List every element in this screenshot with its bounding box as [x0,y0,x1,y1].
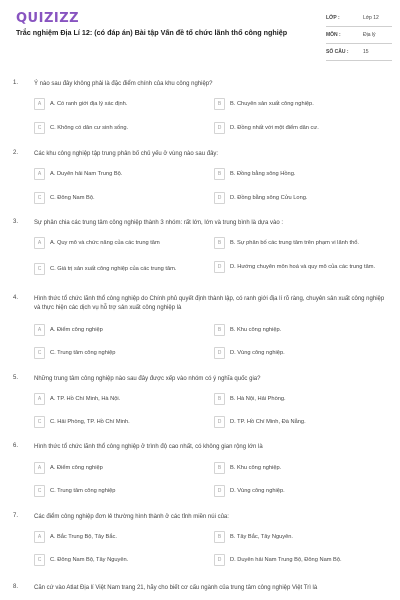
question-number: 4. [13,295,19,301]
option-c[interactable] [34,192,202,206]
option-text: B. Chuyên sản xuất công nghiệp. [230,101,314,107]
option-text: A. Điểm công nghiệp [50,327,103,333]
option-a[interactable] [34,237,202,251]
option-text: B. Hà Nội, Hải Phòng. [230,396,286,402]
option-text: C. Đông Nam Bộ. [50,195,95,201]
option-text: A. Bắc Trung Bộ, Tây Bắc. [50,534,117,540]
option-a[interactable] [34,393,202,407]
option-b[interactable] [214,168,382,182]
option-text: B. Khu công nghiệp. [230,327,282,333]
option-letter-box: B [214,531,225,543]
option-text: D. Vùng công nghiệp. [230,350,285,356]
question-number: 3. [13,219,19,225]
option-letter-box: D [214,485,225,497]
option-text: A. Có ranh giới địa lý xác định. [50,101,128,107]
question-number: 5. [13,375,19,381]
option-text: B. Tây Bắc, Tây Nguyên. [230,534,294,540]
option-letter-box: D [214,347,225,359]
option-d[interactable] [214,261,382,275]
question-text: Các khu công nghiệp tập trung phân bố chủ yếu ở vùng nào sau đây: [34,151,219,157]
meta-value: Địa lý [363,32,376,38]
option-letter-box: A [34,462,45,474]
option-text: B. Đồng bằng sông Hồng. [230,171,296,177]
option-b[interactable] [214,393,382,407]
option-letter-box: D [214,192,225,204]
question-number: 2. [13,150,19,156]
option-letter-box: C [34,347,45,359]
option-letter-box: C [34,416,45,428]
option-b[interactable] [214,98,382,112]
question-text: Hình thức tổ chức lãnh thổ công nghiệp ở trình độ cao nhất, có không gian rộng lớn là [34,444,263,450]
option-b[interactable] [214,237,382,251]
option-text: C. Trung tâm công nghiệp [50,350,116,356]
question-text: Hình thức tổ chức lãnh thổ công nghiệp do Chính phủ quyết định thành lập, có ranh giới địa lí rõ ràng, chuyên sản xuất công nghiệp và thực hiện các dịch vụ hỗ trợ sản xuất công nghiệp là [34,296,385,311]
option-text: C. Giá trị sản xuất công nghiệp của các trung tâm. [50,266,177,272]
option-a[interactable] [34,531,202,545]
option-text: C. Đông Nam Bộ, Tây Nguyên. [50,557,129,563]
option-d[interactable] [214,554,382,568]
option-letter-box: D [214,261,225,273]
option-letter-box: B [214,324,225,336]
option-text: C. Không có dân cư sinh sống. [50,125,129,131]
option-letter-box: A [34,237,45,249]
option-c[interactable] [34,347,202,361]
option-letter-box: D [214,554,225,566]
option-letter-box: A [34,324,45,336]
option-letter-box: A [34,98,45,110]
question-text: Căn cứ vào Atlat Địa lí Việt Nam trang 21, hãy cho biết cơ cấu ngành của trung tâm công nghiệp Việt Trì là [34,585,318,591]
option-a[interactable] [34,462,202,476]
option-letter-box: C [34,192,45,204]
question-number: 7. [13,513,19,519]
option-d[interactable] [214,192,382,206]
option-a[interactable] [34,168,202,182]
option-c[interactable] [34,554,202,568]
option-c[interactable] [34,122,202,136]
option-text: D. Vùng công nghiệp. [230,488,285,494]
option-d[interactable] [214,485,382,499]
option-letter-box: B [214,98,225,110]
worksheet-title: Trắc nghiệm Địa Lí 12: (có đáp án) Bài tập Vấn đề tổ chức lãnh thổ công nghiệp [16,28,288,37]
option-letter-box: B [214,168,225,180]
option-text: D. Đồng bằng sông Cửu Long. [230,195,308,201]
question-number: 6. [13,443,19,449]
question-number: 1. [13,80,19,86]
option-text: A. TP. Hồ Chí Minh, Hà Nội. [50,396,121,402]
option-a[interactable] [34,98,202,112]
option-text: A. Điểm công nghiệp [50,465,103,471]
option-text: D. Duyên hải Nam Trung Bộ, Đông Nam Bộ. [230,557,342,563]
option-d[interactable] [214,347,382,361]
option-letter-box: C [34,122,45,134]
option-text: A. Quy mô và chức năng của các trung tâm [50,240,160,246]
option-letter-box: D [214,122,225,134]
option-letter-box: D [214,416,225,428]
option-b[interactable] [214,324,382,338]
option-letter-box: B [214,237,225,249]
option-a[interactable] [34,324,202,338]
option-letter-box: B [214,393,225,405]
option-c[interactable] [34,263,202,277]
option-text: A. Duyên hải Nam Trung Bộ. [50,171,123,177]
option-d[interactable] [214,416,382,430]
option-letter-box: C [34,263,45,275]
option-text: C. Trung tâm công nghiệp [50,488,116,494]
option-b[interactable] [214,531,382,545]
meta-label: LỚP : [326,15,340,21]
option-d[interactable] [214,122,382,136]
option-text: B. Khu công nghiệp. [230,465,282,471]
option-text: B. Sự phân bố các trung tâm trên phạm vi lãnh thổ. [230,240,360,246]
meta-value: Lớp 12 [363,15,379,21]
question-text: Các điểm công nghiệp đơn lẻ thường hình thành ở các tỉnh miền núi của: [34,514,229,520]
meta-value: 15 [363,49,369,55]
question-number: 8. [13,584,19,590]
option-text: D. TP. Hồ Chí Minh, Đà Nẵng. [230,419,306,425]
option-letter-box: A [34,393,45,405]
option-c[interactable] [34,416,202,430]
option-letter-box: C [34,485,45,497]
option-text: D. Đồng nhất với một điểm dân cư. [230,125,319,131]
meta-label: MÔN : [326,32,341,38]
question-text: Những trung tâm công nghiệp nào sau đây được xếp vào nhóm có ý nghĩa quốc gia? [34,376,261,382]
option-text: D. Hướng chuyên môn hoá và quy mô của các trung tâm. [230,264,376,270]
option-text: C. Hải Phòng, TP. Hồ Chí Minh. [50,419,130,425]
option-c[interactable] [34,485,202,499]
option-letter-box: C [34,554,45,566]
option-letter-box: B [214,462,225,474]
quizizz-logo: QUIZIZZ [16,11,80,26]
question-text: Ý nào sau đây không phải là đặc điểm chính của khu công nghiệp? [34,81,213,87]
question-text: Sự phân chia các trung tâm công nghiệp thành 3 nhóm: rất lớn, lớn và trung bình là dựa vào : [34,220,284,226]
option-letter-box: A [34,168,45,180]
meta-label: SỐ CÂU : [326,49,349,55]
option-b[interactable] [214,462,382,476]
option-letter-box: A [34,531,45,543]
